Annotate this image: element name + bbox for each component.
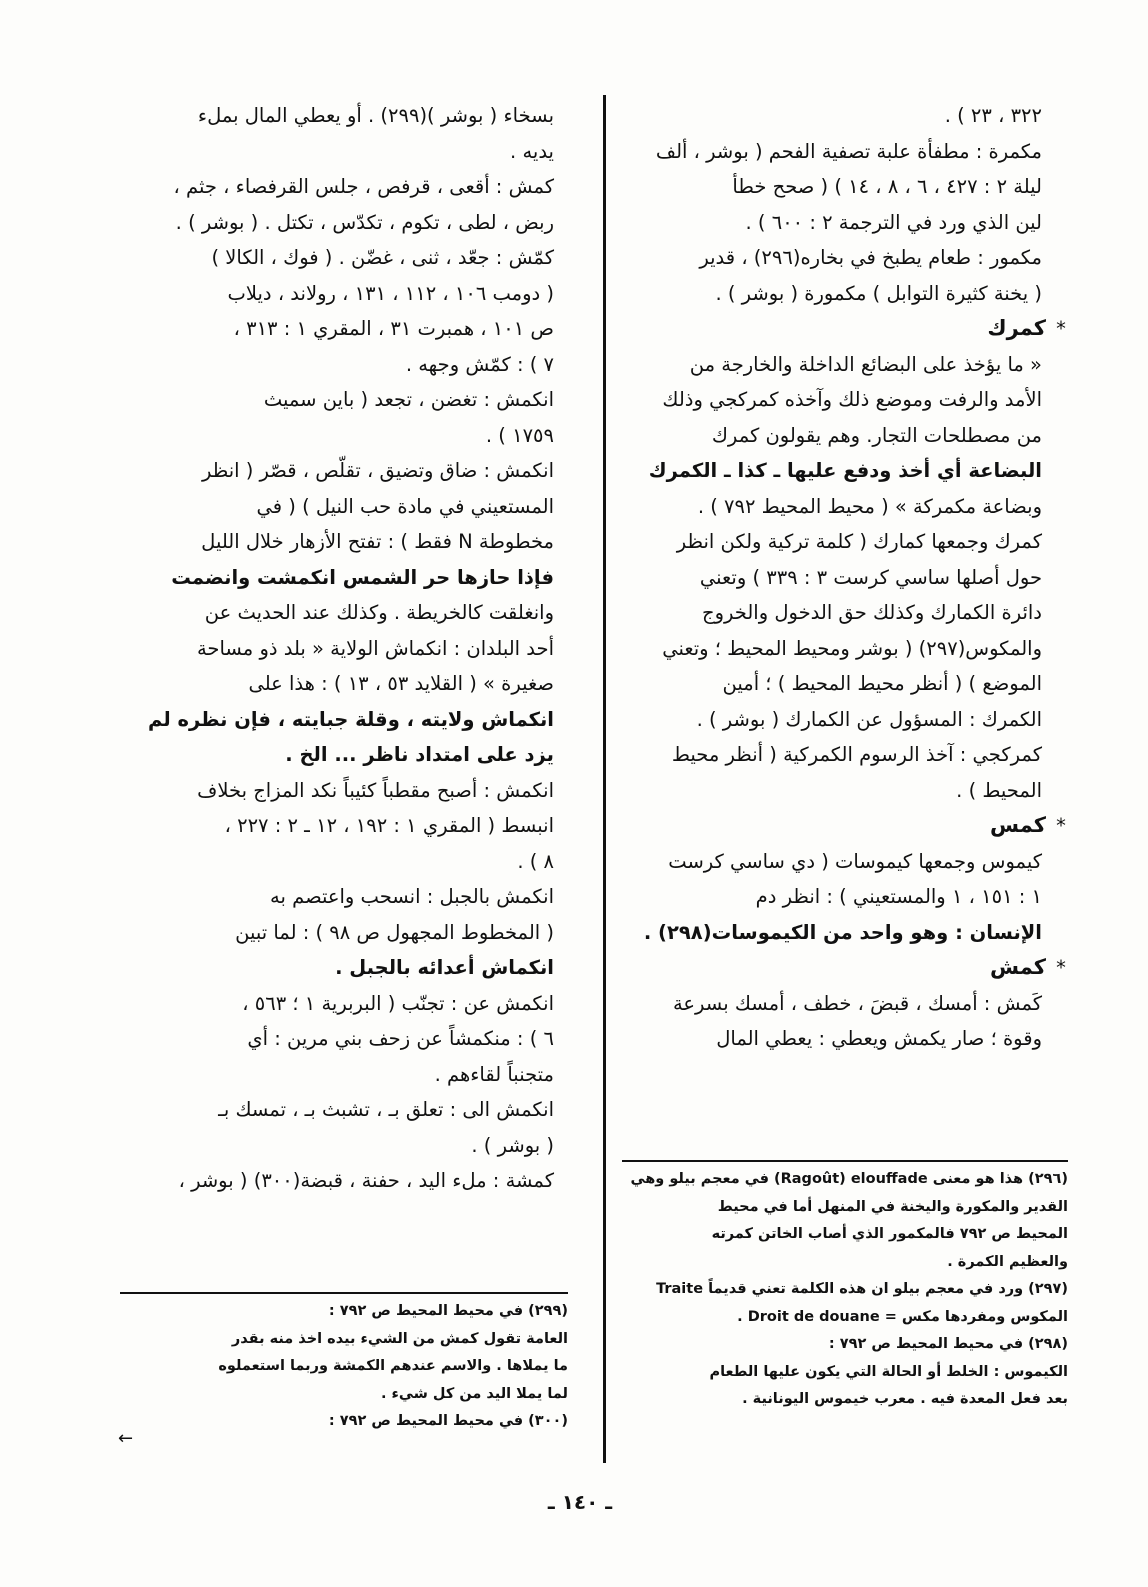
- text-line: [630, 347, 1042, 383]
- right-column: [630, 98, 1066, 1057]
- text-line: [130, 1021, 554, 1057]
- text-line: [130, 808, 554, 844]
- line-text: من مصطلحات التجار. وهم يقولون كمرك: [711, 423, 1042, 447]
- text-line: [130, 382, 554, 418]
- text-line: [630, 134, 1042, 170]
- footnotes-left: [118, 1298, 568, 1436]
- line-text: كمركجي : آخذ الرسوم الكمركية ( أنظر محيط: [671, 743, 1042, 766]
- text-line: [130, 595, 554, 631]
- text-line: [130, 205, 554, 241]
- footnote-line: القدير والمكورة واليخنة في المنهل أما في محيط: [717, 1198, 1068, 1215]
- text-line: [130, 560, 554, 596]
- left-column: [130, 98, 554, 1199]
- text-line: [630, 98, 1042, 134]
- line-text: دائرة الكمارك وكذلك حق الدخول والخروج: [702, 601, 1042, 624]
- line-text: ربض ، لطى ، تكوم ، تكدّس ، تكتل . ( بوشر ) .: [175, 210, 554, 234]
- line-text: ليلة ٢ : ٤٢٧ ، ٦ ، ٨ ، ١٤ ) ( صحح خطأ: [732, 175, 1042, 198]
- text-line: [630, 844, 1042, 880]
- footnote-line: (٢٩٦) هذا هو معنى Ragoût) elouffade) في معجم بيلو وهي: [630, 1171, 1068, 1187]
- line-text: فإذا حازها حر الشمس انكمشت وانضمت: [171, 565, 554, 589]
- footnote-line: بعد فعل المعدة فيه . معرب خيموس اليونانية .: [742, 1391, 1068, 1407]
- line-text: ٨ ) .: [517, 849, 554, 873]
- line-text: كمش : أقعى ، قرفص ، جلس القرفصاء ، جثم ،: [173, 175, 554, 198]
- line-text: وانغلقت كالخريطة . وكذلك عند الحديث عن: [204, 601, 554, 624]
- line-text: انبسط ( المقري ١ : ١٩٢ ، ١٢ ـ ٢ : ٢٢٧ ،: [224, 814, 554, 837]
- line-text: الكمرك : المسؤول عن الكمارك ( بوشر ) .: [696, 707, 1042, 731]
- text-line: [630, 276, 1042, 312]
- footnote-line: (٢٩٧) ورد في معجم بيلو ان هذه الكلمة تعني قديماً Traite: [656, 1281, 1068, 1297]
- line-text: بسخاء ( بوشر )(٢٩٩) . أو يعطي المال بملء: [197, 104, 554, 127]
- text-line: [630, 418, 1042, 454]
- line-text: انكمش عن : تجنّب ( البربرية ١ ؛ ٥٦٣ ،: [242, 991, 554, 1015]
- text-line: [630, 205, 1042, 241]
- text-line: [630, 666, 1042, 702]
- text-line: [630, 986, 1042, 1022]
- continuation-arrow: ←: [118, 1428, 134, 1449]
- line-text: يديه .: [510, 139, 554, 163]
- line-text: وبضاعة مكمركة » ( محيط المحيط ٧٩٢ ) .: [697, 494, 1042, 518]
- text-line: [130, 134, 554, 170]
- text-line: [130, 950, 554, 986]
- entry-star-icon: *: [1056, 317, 1066, 340]
- footnote-line: لما يملا اليد من كل شيء .: [380, 1385, 568, 1402]
- text-line: [130, 915, 554, 951]
- line-text: يزد على امتداد ناظر ... الخ .: [285, 743, 554, 766]
- text-line: [130, 986, 554, 1022]
- text-line: [630, 382, 1042, 418]
- text-line: [130, 276, 554, 312]
- footnote-rule-left: [120, 1292, 568, 1294]
- line-text: المحيط ) .: [956, 778, 1042, 802]
- entry-heading: كمس: [990, 813, 1046, 837]
- line-text: كَمش : أمسك ، قبضَ ، خطف ، أمسك بسرعة: [672, 991, 1042, 1015]
- line-text: صغيرة » ( القلايد ٥٣ ، ١٣ ) : هذا على: [248, 672, 554, 695]
- text-line: [630, 879, 1042, 915]
- text-line: [630, 311, 1066, 347]
- text-line: [130, 240, 554, 276]
- line-text: انكمش : تغضن ، تجعد ( باين سميث: [263, 388, 554, 411]
- column-divider: [603, 95, 606, 1463]
- footnotes-right: [622, 1166, 1068, 1414]
- text-line: [130, 489, 554, 525]
- text-line: [630, 595, 1042, 631]
- text-line: [130, 879, 554, 915]
- text-line: [130, 347, 554, 383]
- text-line: [130, 311, 554, 347]
- text-line: [130, 666, 554, 702]
- line-text: مخطوطة N فقط ) : تفتح الأزهار خلال الليل: [201, 530, 554, 553]
- line-text: انكماش أعدائه بالجبل .: [335, 956, 554, 979]
- text-line: [630, 773, 1042, 809]
- line-text: ( دومب ١٠٦ ، ١١٢ ، ١٣١ ، رولاند ، ديلاب: [227, 281, 554, 305]
- entry-heading: كمش: [990, 955, 1046, 979]
- text-line: [630, 1021, 1042, 1057]
- line-text: ١ : ١٥١ ، ١ والمستعيني ) : انظر دم: [755, 885, 1042, 908]
- text-line: [130, 1057, 554, 1093]
- line-text: ص ١٠١ ، همبرت ٣١ ، المقري ١ : ٣١٣ ،: [233, 317, 554, 340]
- line-text: المستعيني في مادة حب النيل ) ( في: [256, 494, 554, 518]
- line-text: أحد البلدان : انكماش الولاية « بلد ذو مساحة: [196, 636, 554, 660]
- line-text: الأمد والرفت وموضع ذلك وآخذه كمركجي وذلك: [662, 388, 1042, 411]
- line-text: كمشة : ملء اليد ، حفنة ، قبضة(٣٠٠) ( بوشر ،: [178, 1169, 554, 1192]
- text-line: [630, 702, 1042, 738]
- text-line: [630, 240, 1042, 276]
- line-text: « ما يؤخذ على البضائع الداخلة والخارجة من: [689, 352, 1042, 376]
- line-text: ١٧٥٩ ) .: [485, 423, 554, 447]
- text-line: [630, 737, 1042, 773]
- text-line: [130, 1128, 554, 1164]
- text-line: [130, 773, 554, 809]
- line-text: ٦ ) : منكمشاً عن زحف بني مرين : أي: [247, 1027, 554, 1050]
- line-text: كيموس وجمعها كيموسات ( دي ساسي كرست: [668, 849, 1042, 873]
- line-text: انكماش ولايته ، وقلة جبايته ، فإن نظره لم: [148, 707, 554, 731]
- text-line: [130, 1092, 554, 1128]
- text-line: [630, 808, 1066, 844]
- text-line: [130, 737, 554, 773]
- line-text: مكمرة : مطفأة علبة تصفية الفحم ( بوشر ، ألف: [655, 139, 1042, 163]
- line-text: والمكوس(٢٩٧) ( بوشر ومحيط المحيط ؛ وتعني: [662, 636, 1042, 660]
- text-line: [130, 524, 554, 560]
- text-line: [630, 631, 1042, 667]
- page-number: ـ ١٤٠ ـ: [547, 1490, 613, 1514]
- entry-star-icon: *: [1056, 956, 1066, 979]
- text-line: [130, 453, 554, 489]
- text-line: [630, 950, 1066, 986]
- line-text: مكمور : طعام يطبخ في بخاره(٢٩٦) ، قدير: [699, 246, 1042, 269]
- footnote-line: (٣٠٠) في محيط المحيط ص ٧٩٢ :: [328, 1413, 568, 1429]
- text-line: [630, 915, 1042, 951]
- text-line: [130, 844, 554, 880]
- line-text: كمرك وجمعها كمارك ( كلمة تركية ولكن انظر: [676, 530, 1042, 553]
- line-text: ٣٢٢ ، ٢٣ ) .: [944, 104, 1042, 127]
- line-text: كمّش : جعّد ، ثنى ، غضّن . ( فوك ، الكالا ): [211, 246, 554, 269]
- line-text: البضاعة أي أخذ ودفع عليها ـ كذا ـ الكمرك: [648, 459, 1042, 482]
- text-line: [130, 631, 554, 667]
- footnote-rule-right: [622, 1160, 1068, 1162]
- text-line: [630, 169, 1042, 205]
- entry-star-icon: *: [1056, 814, 1066, 837]
- line-text: ( المخطوط المجهول ص ٩٨ ) : لما تبين: [235, 920, 554, 944]
- footnote-line: العامة تقول كمش من الشيء بيده اخذ منه بقدر: [231, 1330, 568, 1347]
- footnote-line: والعظيم الكمرة .: [947, 1253, 1068, 1270]
- line-text: ( يخنة كثيرة التوابل ) مكمورة ( بوشر ) .: [715, 281, 1042, 305]
- footnote-line: المحيط ص ٧٩٢ فالمكمور الذي أصاب الخاتن كمرته: [711, 1226, 1068, 1242]
- footnote-line: ما يملاها . والاسم عندهم الكمشة وربما استعملوه: [218, 1358, 568, 1374]
- text-line: [130, 702, 554, 738]
- line-text: حول أصلها ساسي كرست ٣ : ٣٣٩ ) وتعني: [699, 565, 1042, 589]
- footnote-line: الكيموس : الخلط أو الحالة التي يكون عليها الطعام: [709, 1363, 1068, 1380]
- text-line: [630, 560, 1042, 596]
- line-text: الإنسان : وهو واحد من الكيموسات(٢٩٨) .: [643, 920, 1042, 944]
- footnote-line: (٢٩٩) في محيط المحيط ص ٧٩٢ :: [328, 1303, 568, 1319]
- text-line: [630, 489, 1042, 525]
- footnote-line: المكوس ومفردها مكس = Droit de douane .: [737, 1308, 1068, 1325]
- line-text: الموضع ) ( أنظر محيط المحيط ) ؛ أمين: [722, 672, 1042, 695]
- line-text: ( بوشر ) .: [471, 1133, 554, 1157]
- entry-heading: كمرك: [987, 316, 1046, 340]
- line-text: متجنباً لقاءهم .: [434, 1062, 554, 1086]
- line-text: انكمش : ضاق وتضيق ، تقلّص ، قصّر ( انظر: [201, 459, 554, 482]
- line-text: انكمش : أصبح مقطباً كئيباً نكد المزاج بخلاف: [197, 778, 554, 802]
- text-line: [630, 524, 1042, 560]
- line-text: لين الذي ورد في الترجمة ٢ : ٦٠٠ ) .: [745, 210, 1042, 234]
- line-text: انكمش الى : تعلق بـ ، تشبث بـ ، تمسك بـ: [218, 1098, 554, 1121]
- text-line: [130, 418, 554, 454]
- text-line: [130, 1163, 554, 1199]
- line-text: ٧ ) : كمّش وجهه .: [405, 352, 554, 376]
- footnote-line: (٢٩٨) في محيط المحيط ص ٧٩٢ :: [828, 1336, 1068, 1352]
- text-line: [130, 98, 554, 134]
- text-line: [130, 169, 554, 205]
- text-line: [630, 453, 1042, 489]
- line-text: انكمش بالجبل : انسحب واعتصم به: [270, 885, 554, 908]
- line-text: وقوة ؛ صار يكمش ويعطي : يعطي المال: [716, 1027, 1042, 1050]
